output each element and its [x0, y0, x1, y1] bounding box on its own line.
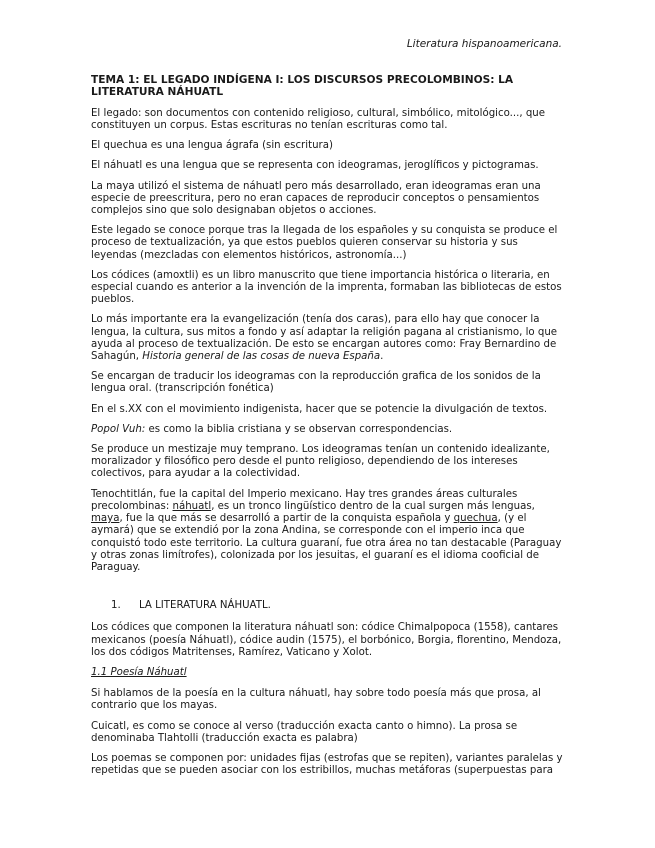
document-body [91, 74, 566, 785]
paragraph-popol-vuh [91, 424, 566, 436]
underlined-term: quechua [453, 513, 498, 525]
paragraph-areas-culturales [91, 489, 566, 574]
paragraph-legado: El legado: son documentos con contenido religioso, cultural, simbólico, mitológico..., que constituyen un corpus. Estas escrituras no tenían escrituras como tal. [91, 107, 546, 132]
paragraph-text: , es un tronco lingüístico dentro de la cual surgen más lenguas, [211, 500, 535, 512]
paragraph-codices-nahuatl: Los códices que componen la literatura náhuatl son: códice Chimalpopoca (1558), cantares mexicanos (poesía Náhuatl), códice audin (1575), el borbónico, Borgia, florentino, Mendoza, los dos códigos Matritenses, Ramírez, Vaticano y Xolot. [91, 622, 562, 658]
paragraph-evangelizacion [91, 314, 566, 363]
paragraph-text: es como la biblia cristiana y se observan correspondencias. [145, 423, 453, 435]
paragraph-mestizaje: Se produce un mestizaje muy temprano. Los ideogramas tenían un contenido idealizante, moralizador y filosófico pero desde el punto religioso, dependiendo de los intereses colectivos, para ayudar a la colectividad. [91, 444, 550, 480]
paragraph-cuicatl: Cuicatl, es como se conoce al verso (traducción exacta canto o himno). La prosa se denominaba Tlahtolli (traducción exacta es palabra) [91, 720, 518, 744]
paragraph-quechua: El quechua es una lengua ágrafa (sin escritura) [91, 140, 333, 152]
underlined-term: maya [91, 513, 120, 525]
running-header: Literatura hispanoamericana. [406, 38, 562, 50]
section-heading [91, 600, 566, 612]
paragraph-poemas: Los poemas se componen por: unidades fijas (estrofas que se repiten), variantes paralelas y repetidas que se pueden asociar con los estribillos, muchas metáforas (superpuestas para [91, 752, 563, 777]
paragraph-nahuatl: El náhuatl es una lengua que se representa con ideogramas, jeroglíficos y pictogramas. [91, 160, 539, 172]
underlined-term: náhuatl [172, 500, 212, 512]
section-label: LA LITERATURA NÁHUATL. [139, 600, 271, 612]
paragraph-maya: La maya utilizó el sistema de náhuatl pero más desarrollado, eran ideogramas eran una especie de preescritura, pero no eran capaces de reproducir conceptos o pensamientos complejos sino que solo designaban objetos o acciones. [91, 180, 541, 217]
paragraph-textualizacion: Este legado se conoce porque tras la llegada de los españoles y su conquista se produce el proceso de textualización, ya que estos pueblos quieren conservar su historia y sus leyendas (mezcladas con elementos históricos, astronomía...) [91, 225, 558, 261]
subsection-heading: 1.1 Poesía Náhuatl [91, 666, 187, 678]
paragraph-text: Tenochtitlán, fue la capital del Imperio mexicano. Hay tres grandes áreas culturales precolombinas: [91, 488, 518, 512]
chapter-title: TEMA 1: EL LEGADO INDÍGENA I: LOS DISCURSOS PRECOLOMBINOS: LA LITERATURA NÁHUATL [91, 74, 514, 99]
paragraph-codices: Los códices (amoxtli) es un libro manuscrito que tiene importancia histórica o literaria, en especial cuando es anterior a la invención de la imprenta, formaban las bibliotecas de estos pueblos. [91, 269, 562, 306]
paragraph-poesia: Si hablamos de la poesía en la cultura náhuatl, hay sobre todo poesía más que prosa, al contrario que los mayas. [91, 688, 541, 712]
book-title: Historia general de las cosas de nueva España [142, 351, 381, 363]
paragraph-text: Lo más importante era la evangelización (tenía dos caras), para ello hay que conocer la lengua, la cultura, sus mitos a fondo y así adaptar la religión pagana al cristianismo, lo que ayuda al proceso de textualización. De esto se encargan autores como: Fray Bernardino de Sahagún, [91, 314, 558, 363]
paragraph-end: . [380, 351, 384, 363]
paragraph-indigenista: En el s.XX con el movimiento indigenista, hacer que se potencie la divulgación de textos. [91, 403, 548, 415]
paragraph-text: , (y el aymará) que se extendió por la zona Andina, se corresponde con el imperio inca que conquistó todo este territorio. La cultura guaraní, fue otra área no tan destacable (Paraguay y otras zonas limítrofes), colonizada por los jesuitas, el guaraní es el idioma cooficial de Paraguay. [91, 513, 562, 573]
paragraph-text: , fue la que más se desarrolló a partir de la conquista española y [119, 513, 454, 525]
book-title: Popol Vuh: [91, 423, 146, 435]
paragraph-traduccion: Se encargan de traducir los ideogramas con la reproducción grafica de los sonidos de la lengua oral. (transcripción fonética) [91, 371, 541, 395]
section-number: 1. [111, 600, 121, 612]
